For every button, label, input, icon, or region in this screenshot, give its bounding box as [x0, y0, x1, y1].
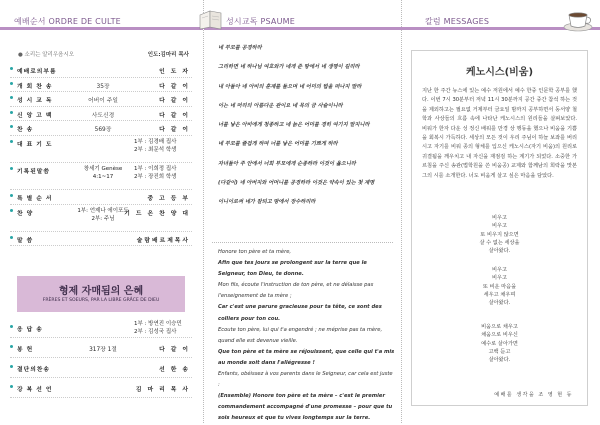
order-row	[10, 338, 192, 358]
order-item-label: 응 답 송	[17, 327, 43, 333]
order-item-label: 대 표 기 도	[17, 141, 53, 148]
order-row	[10, 378, 192, 398]
message-title: 케노시스(비움)	[465, 67, 534, 78]
order-item-detail-line: 1부: 언제나 에이포도	[77, 207, 129, 214]
header-bar	[0, 27, 203, 30]
poem-line: 또 비운 마음을	[482, 283, 517, 290]
intro-note: ● 소리는 알리우음시오	[18, 52, 75, 58]
order-item-label: 결단의찬송	[17, 367, 50, 373]
order-item-leader	[134, 138, 192, 154]
order-item-leader: 선 한 송	[159, 367, 190, 373]
order-item-label: 말 씀	[17, 237, 34, 244]
psalm-verse: 그리하면 네 하나님 여호와가 네게 준 땅에서 네 생명이 길리라	[218, 64, 360, 71]
order-item-leader: 김 마 리 목 사	[135, 387, 190, 393]
bullet-icon	[10, 236, 13, 239]
poem-line: 살아왔다.	[488, 357, 511, 364]
author-signature: 예배를 생각을 조 영 현 등	[494, 392, 573, 398]
messages-header-title: 칼럼 MESSAGES	[425, 17, 490, 26]
order-item-label: 개 회 찬 송	[17, 83, 53, 90]
poem-line: 살 수 없는 세상을	[479, 239, 520, 246]
psalm-verse: 내 아들아 네 아비의 훈계를 들으며 네 어미의 법을 떠나지 말라	[218, 83, 362, 90]
order-item-leader: 술람배르제목사	[136, 237, 190, 244]
order-item-label: 찬 양	[17, 210, 34, 217]
psalm-verse: 네 부모를 즐겁게 하며 너를 낳은 어미를 기쁘게 하라	[218, 141, 338, 148]
book-icon	[198, 7, 224, 31]
psalm-verse-fr: Car c'est une parure gracieuse pour ta tête, ce sont des colliers pour ton cou.	[218, 304, 382, 322]
psalm-header	[204, 11, 401, 42]
poem-line: 비우고	[491, 275, 508, 282]
order-header	[0, 11, 203, 42]
psalm-verse: 이는 네 머리의 아름다운 관이요 네 목의 금 사슬이니라	[218, 102, 343, 109]
poem-line: 세우고 채우며	[483, 291, 516, 298]
psalm-verse-fr: Mon fils, écoute l'instruction de ton père, et ne délaisse pas l'enseignement de ta mère ;	[218, 282, 374, 300]
psalm-korean	[218, 44, 393, 218]
order-item-label: 찬 송	[17, 127, 34, 134]
order-item-detail: 35장	[96, 83, 110, 90]
divider	[212, 242, 393, 243]
poem-stanza-3	[412, 323, 587, 364]
order-item-leader-line: 2부 : 장진희 학생	[134, 173, 177, 180]
message-body: 지난 한 주간 뉴스에 있는 예수 저원에서 예수 한중 인문학 공부를 했다. 이번 7시 30분부터 저녁 11시 30분까지 공간 중간 참석 하는 것을 제외하고는 필요없 거제부터 금요일 밤까지 공부하면서 동서양 철학과 사상들의 흐름 속에 나타난 케노시스의 원리들을 살펴보았다. 비워가 한자 다운 성 정신 배워를 만경 상 행동을 했으나 비움을 기쁨을 회복시 가득하다. 세상의 모든 것이 우리 주님이 하늘 보좌를 버리시고 자기를 비워 종의 형체를 입으신 케노시스(자기 비움)의 원리로 귀결됨을 깨우치고 내 자신을 재점검 하는 계기가 되었다. 소중한 가르침을 주신 송관(법학원을 쓴 비움공) 교제와 함께남의 희락을 맛본 그의 시를 소개한다. 너도 비움게 살고 싶은 마음을 담았다.	[422, 88, 577, 179]
order-item-detail: 569장	[94, 127, 112, 134]
bullet-icon	[10, 125, 13, 128]
poem-line: 고백 듣고	[488, 348, 511, 355]
bullet-icon	[10, 209, 13, 212]
order-row	[10, 318, 192, 338]
bullet-icon	[10, 140, 13, 143]
bullet-icon	[10, 385, 13, 388]
order-item-leader: 다 같 이	[159, 112, 190, 119]
order-item-label: 강 복 선 언	[17, 387, 53, 393]
order-item-detail: 어버이 주일	[88, 98, 118, 105]
psalm-verse-fr: Enfants, obéissez à vos parents dans le Seigneur, car cela est juste :	[218, 371, 393, 389]
order-item-label: 특 별 순 서	[17, 195, 53, 202]
order-item-detail	[68, 165, 138, 181]
order-row	[10, 136, 192, 163]
psalm-column	[203, 0, 402, 423]
order-list-after	[10, 318, 192, 398]
order-item-leader-line: 2부 : 최문석 학생	[134, 146, 177, 153]
order-item-detail-line: 4:1~17	[92, 173, 114, 180]
psalm-header-title: 성시교독 PSAUME	[226, 17, 295, 26]
order-item-leader	[134, 165, 192, 181]
poem-line: 비우고	[491, 215, 508, 221]
order-list	[10, 63, 192, 246]
bullet-icon	[10, 345, 13, 348]
sermon-title: 형제 자매됨의 은혜	[58, 286, 144, 297]
order-item-leader: 기 드 온 찬 양 대	[124, 210, 190, 217]
order-row	[10, 358, 192, 378]
psalm-verse-fr: Que ton père et ta mère se réjouissent, que celle qui t'a mis au monde soit dans l'allégresse !	[218, 348, 395, 366]
order-of-worship-column	[0, 0, 203, 423]
order-row	[10, 92, 192, 107]
coffee-cup-icon	[562, 5, 594, 33]
messages-column	[401, 0, 600, 423]
order-row	[10, 107, 192, 122]
order-item-leader: 인 도 자	[159, 69, 190, 75]
bullet-icon	[10, 82, 13, 85]
poem-line: 채움으로 비우신	[481, 332, 518, 339]
order-row	[10, 163, 192, 190]
order-item-detail-line: 창세기 Genèse	[83, 165, 123, 172]
poem-line: 예수로 살아가면	[481, 340, 518, 347]
order-item-label: 기록된말씀	[17, 168, 50, 175]
order-item-leader-line: 2부 : 김성국 집사	[134, 329, 177, 335]
poem-line: 비우고	[491, 223, 508, 230]
order-row	[10, 190, 192, 205]
sermon-banner	[17, 276, 185, 312]
poem-line: 살아왔다.	[488, 300, 511, 307]
bullet-icon	[10, 167, 13, 170]
order-item-detail: 사도신경	[91, 112, 115, 119]
bullet-icon	[10, 96, 13, 99]
message-box	[411, 50, 588, 406]
psalm-verse: 이니이로써 네가 잘되고 땅에서 장수하리라	[218, 199, 316, 206]
order-item-leader: 다 같 이	[159, 98, 190, 105]
psalm-verse-fr: Ecoute ton père, lui qui t'a engendré ; ne méprise pas ta mère, quand elle est devenue vieille.	[218, 326, 383, 344]
order-item-leader-line: 1부 : 이희정 집사	[134, 165, 177, 172]
psalm-verse: 자녀들아 주 안에서 너희 부모에게 순종하라 이것이 옳으니라	[218, 160, 356, 167]
order-item-label: 예배로의부름	[17, 69, 57, 75]
psalm-verse: 네 부모를 공경하라	[218, 45, 262, 51]
bullet-icon	[10, 325, 13, 328]
order-row	[10, 78, 192, 93]
order-item-leader: 중 고 등 부	[147, 195, 190, 202]
header-bar	[204, 27, 401, 30]
bullet-icon	[10, 365, 13, 368]
poem-line: 살아왔다.	[488, 248, 511, 255]
order-item-detail-line: 2부: 주님	[91, 215, 115, 222]
order-row	[10, 205, 192, 232]
bullet-icon	[10, 111, 13, 114]
order-item-leader-line: 1부 : 김경배 집사	[134, 138, 177, 145]
order-item-detail: 317장 1절	[89, 347, 117, 353]
bullet-icon	[10, 194, 13, 197]
order-item-leader	[134, 320, 192, 336]
order-header-title: 예배순서 ORDRE DE CULTE	[14, 17, 121, 26]
sermon-subtitle: FRÈRES ET SOEURS, PAR LA LIBRE GRÂCE DE DIEU	[42, 298, 160, 303]
order-item-leader: 다 같 이	[159, 347, 190, 353]
poem-stanza-2	[412, 266, 587, 307]
poem-line: 또 비우지 않으면	[480, 231, 519, 238]
order-item-label: 신 앙 고 백	[17, 112, 53, 119]
order-item-label: 봉 헌	[17, 347, 34, 353]
psalm-verse: (다같이) 네 아버지와 어머니를 공경하라 이것은 약속이 있는 첫 계명	[218, 180, 375, 187]
poem-stanza-1	[412, 214, 587, 255]
order-row	[10, 121, 192, 136]
leader-name: 인도:김마리 목사	[147, 52, 189, 58]
order-item-label: 성 시 교 독	[17, 98, 53, 105]
messages-header	[401, 11, 600, 42]
poem-line: 비우고	[491, 267, 508, 273]
order-item-leader: 다 같 이	[159, 127, 190, 134]
psalm-verse-fr: Afin que tes jours se prolongent sur la terre que le Seigneur, ton Dieu, te donne.	[218, 260, 367, 278]
order-item-leader-line: 1부 : 방연진 이승민	[134, 321, 182, 327]
bullet-icon	[10, 67, 13, 70]
order-row	[10, 63, 192, 78]
order-row	[10, 232, 192, 247]
poem-line: 비움으로 채우고	[481, 324, 518, 330]
psalm-verse-fr: (Ensemble) Honore ton père et ta mère – c'est le premier commandement accompagné d'une promesse – pour que tu sois heureux et que tu vives longtemps sur la terre.	[218, 393, 393, 422]
psalm-verse-fr: Honore ton père et ta mère,	[218, 249, 292, 255]
psalm-french	[218, 247, 395, 425]
psalm-verse: 너를 낳은 아비에게 청종하고 네 늙은 어미를 경히 여기지 말지니라	[218, 122, 370, 129]
order-item-leader: 다 같 이	[159, 83, 190, 90]
